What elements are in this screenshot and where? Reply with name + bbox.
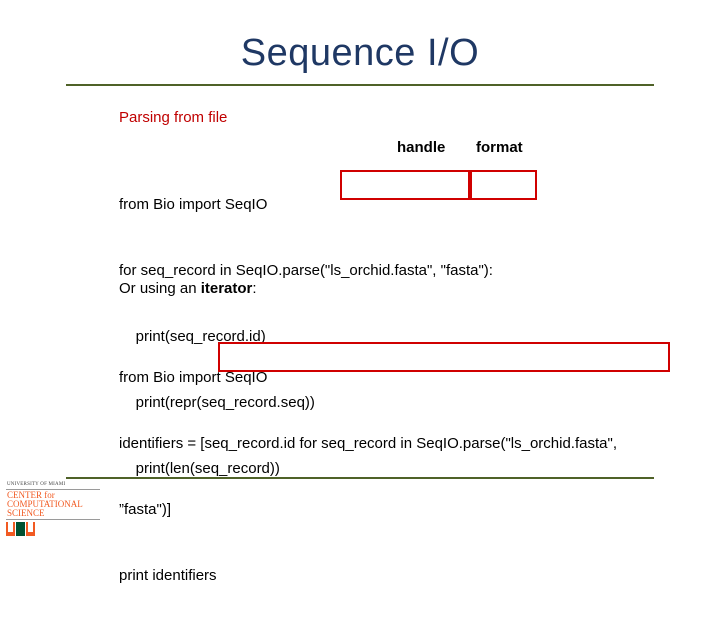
format-highlight-box bbox=[470, 170, 537, 200]
section-subtitle: Parsing from file bbox=[119, 109, 228, 126]
code-line: for seq_record in SeqIO.parse("ls_orchid.fasta", "fasta"): bbox=[119, 262, 493, 279]
code-line: print(repr(seq_record.seq)) bbox=[119, 394, 315, 411]
code-line: from Bio import SeqIO bbox=[119, 196, 268, 213]
iterator-suffix: : bbox=[252, 280, 257, 297]
handle-highlight-box bbox=[340, 170, 470, 200]
iterator-prefix: Or using an bbox=[119, 280, 201, 297]
logo-line-1: CENTER for bbox=[7, 490, 55, 500]
handle-annotation: handle bbox=[397, 139, 446, 156]
logo-underline bbox=[6, 519, 100, 520]
iterator-sentence bbox=[119, 280, 257, 297]
iterator-keyword: iterator bbox=[200, 280, 253, 297]
code-line: print(len(seq_record)) bbox=[119, 460, 280, 477]
university-logo bbox=[6, 481, 100, 537]
bottom-rule bbox=[66, 477, 654, 479]
logo-university-name: UNIVERSITY OF MIAMI bbox=[7, 482, 66, 487]
code-line: print(seq_record.id) bbox=[119, 328, 266, 345]
code-line: print identifiers bbox=[119, 567, 217, 584]
code-line: from Bio import SeqIO bbox=[119, 369, 268, 386]
logo-line-3: SCIENCE bbox=[7, 508, 45, 518]
u-logo-icon bbox=[6, 522, 36, 536]
list-comprehension-highlight-box bbox=[218, 342, 670, 372]
format-annotation: format bbox=[476, 139, 523, 156]
slide-title: Sequence I/O bbox=[240, 32, 480, 74]
code-line: ”fasta")] bbox=[119, 501, 172, 518]
code-line: identifiers = [seq_record.id for seq_record in SeqIO.parse("ls_orchid.fasta", bbox=[119, 435, 617, 452]
top-rule bbox=[66, 84, 654, 86]
logo-line-2: COMPUTATIONAL bbox=[7, 499, 83, 509]
